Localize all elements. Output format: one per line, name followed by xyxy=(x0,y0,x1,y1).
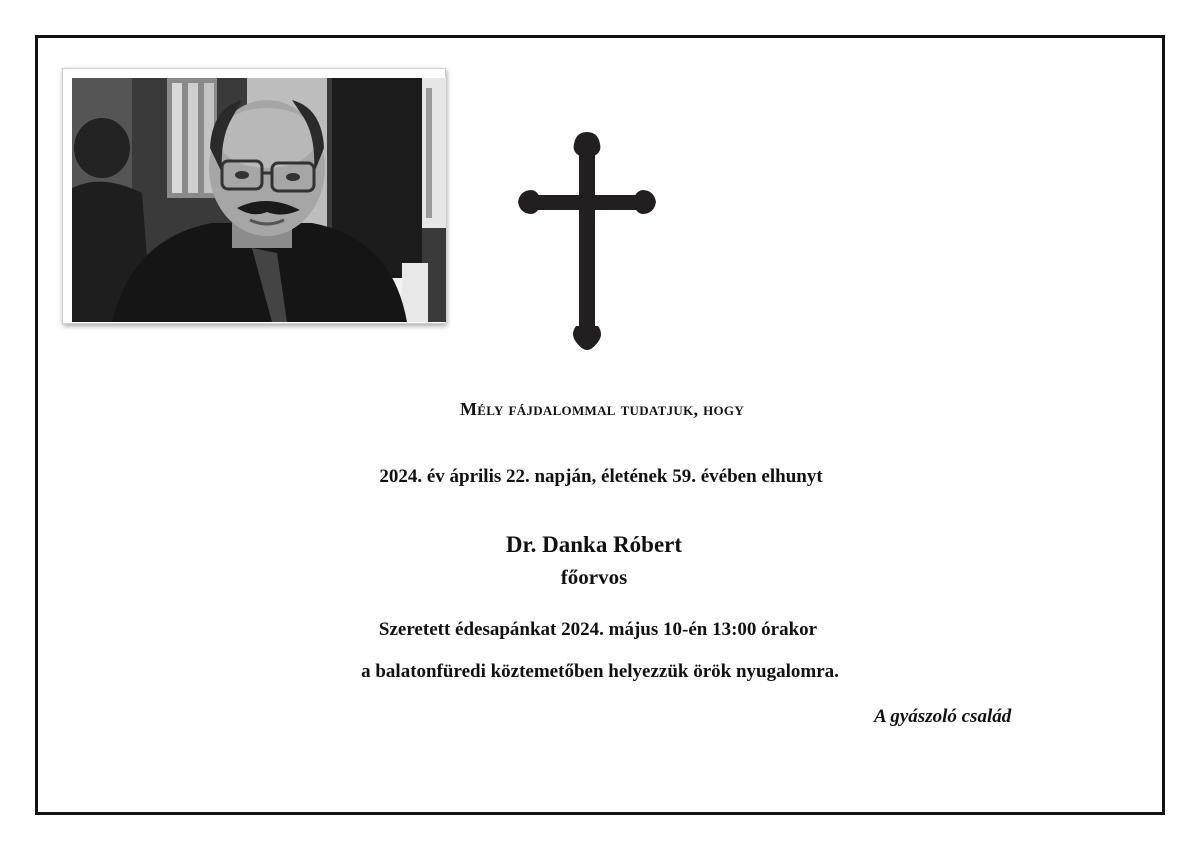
cross-icon xyxy=(516,130,658,350)
deceased-title: főorvos xyxy=(560,565,628,589)
deceased-name: Dr. Danka Róbert xyxy=(505,532,683,557)
portrait-photo xyxy=(72,78,446,322)
obituary-card xyxy=(35,35,1165,815)
family-signature: A gyászoló család xyxy=(874,706,1012,727)
funeral-details-line-2: a balatonfüredi köztemetőben helyezzük örök nyugalomra. xyxy=(361,661,839,682)
notice-heading: Mély fájdalommal tudatjuk, hogy xyxy=(459,399,745,419)
funeral-details-line-1: Szeretett édesapánkat 2024. május 10-én 13:00 órakor xyxy=(378,619,818,640)
portrait-photo-frame xyxy=(62,68,446,324)
death-announcement: 2024. év április 22. napján, életének 59. évében elhunyt xyxy=(379,466,823,487)
